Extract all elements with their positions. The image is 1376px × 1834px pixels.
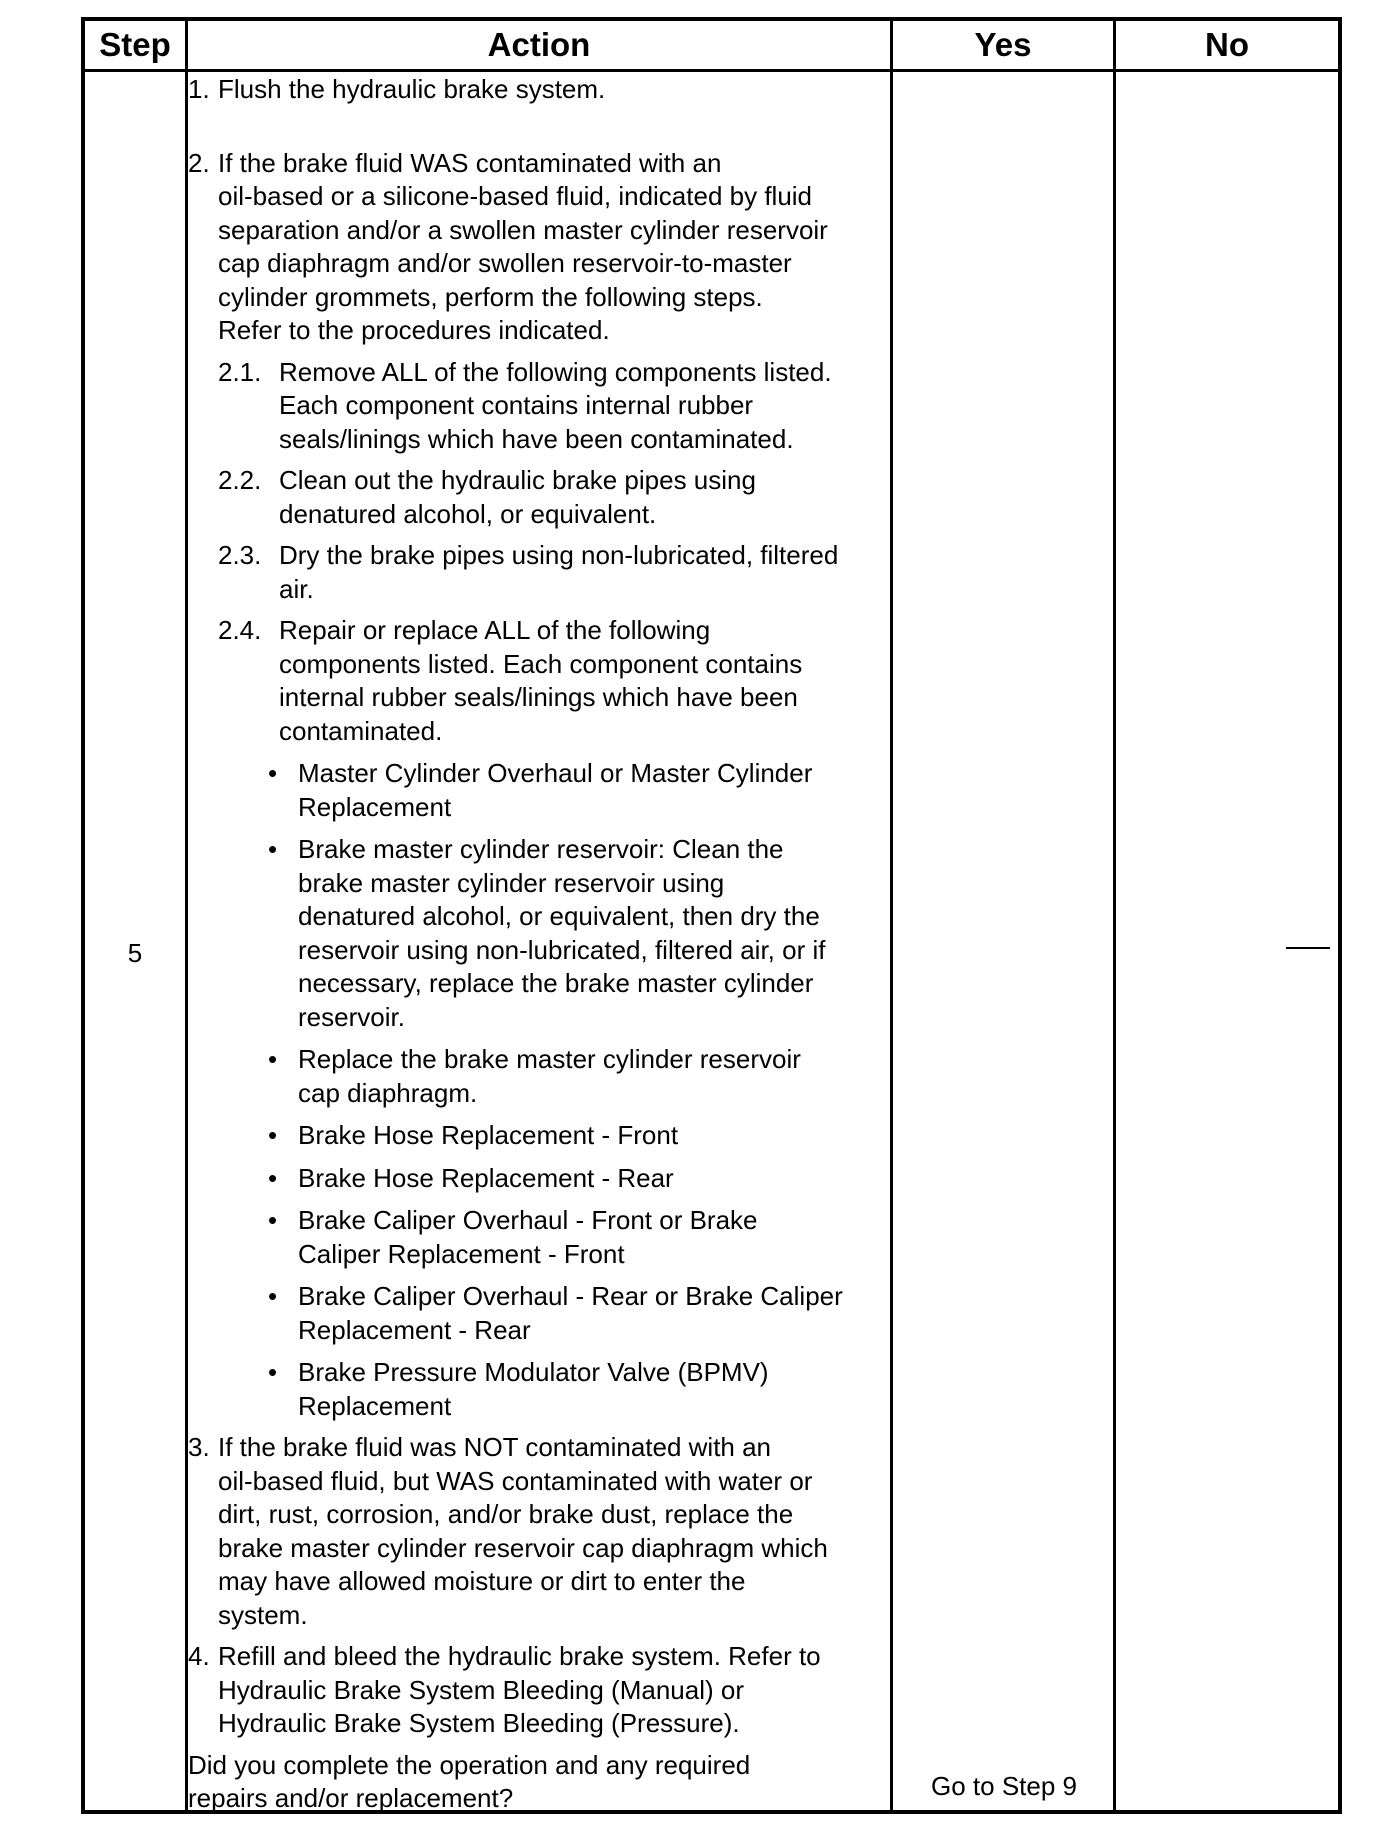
text-line: components listed. Each component contains <box>279 648 803 679</box>
action-item-3 <box>188 1431 893 1632</box>
component-bullet-item <box>188 1280 893 1347</box>
text-line: dirt, rust, corrosion, and/or brake dust, replace the <box>218 1499 794 1529</box>
question-text <box>188 1749 893 1816</box>
item-number: 2.1. <box>218 356 262 387</box>
text-line: If the brake fluid was NOT contaminated with an <box>218 1432 772 1462</box>
bullet-icon: • <box>268 1281 278 1311</box>
diagnostic-table <box>81 17 1342 1814</box>
text-line: Hydraulic Brake System Bleeding (Pressure). <box>218 1708 740 1738</box>
bullet-icon: • <box>268 1357 278 1387</box>
text-line: Brake Caliper Overhaul - Rear or Brake Caliper <box>298 1281 843 1311</box>
header-action: Action <box>487 26 591 63</box>
text-line: Replace the brake master cylinder reservoir <box>298 1044 801 1074</box>
bullet-icon: • <box>268 1120 278 1150</box>
component-bullet-item <box>188 1204 893 1271</box>
action-cell <box>188 73 893 1816</box>
action-item-2-2 <box>188 464 893 531</box>
text-line: denatured alcohol, or equivalent. <box>279 498 657 529</box>
component-bullet-item <box>188 833 893 1034</box>
action-item-2-3 <box>188 539 893 606</box>
text-line: oil-based fluid, but WAS contaminated with water or <box>218 1465 813 1496</box>
text-line: may have allowed moisture or dirt to enter the <box>218 1566 746 1596</box>
item-number: 2. <box>188 147 210 178</box>
text-line: brake master cylinder reservoir cap diaphragm which <box>218 1532 828 1563</box>
text-line: oil-based or a silicone-based fluid, indicated by fluid <box>218 181 813 211</box>
column-divider <box>1113 21 1116 1810</box>
header-step: Step <box>99 26 171 63</box>
text-line: Repair or replace ALL of the following <box>279 615 711 645</box>
text-line: air. <box>279 573 314 604</box>
text-line: Dry the brake pipes using non-lubricated, filtered <box>279 540 839 570</box>
action-item-2 <box>188 147 893 348</box>
action-item-2-4 <box>188 614 893 748</box>
text-line: Brake Hose Replacement - Front <box>298 1120 679 1150</box>
step-number: 5 <box>127 938 143 968</box>
text-line: Flush the hydraulic brake system. <box>218 74 606 104</box>
item-number: 2.3. <box>218 540 262 570</box>
text-line: Each component contains internal rubber <box>279 390 754 420</box>
text-line: Replacement <box>298 791 452 822</box>
text-line: reservoir using non-lubricated, filtered air, or if <box>298 934 826 965</box>
text-line: separation and/or a swollen master cylinder reservoir <box>218 214 828 245</box>
bullet-icon: • <box>268 1162 278 1193</box>
text-line: seals/linings which have been contaminated. <box>279 423 794 454</box>
text-line: Brake Pressure Modulator Valve (BPMV) <box>298 1357 769 1387</box>
text-line: internal rubber seals/linings which have been <box>279 682 798 712</box>
text-line: Brake Hose Replacement - Rear <box>298 1162 674 1193</box>
component-bullet-item <box>188 1162 893 1196</box>
text-line: Refer to the procedures indicated. <box>218 315 610 345</box>
text-line: Replacement <box>298 1390 452 1421</box>
text-line: Brake master cylinder reservoir: Clean the <box>298 834 784 864</box>
bullet-icon: • <box>268 1205 278 1235</box>
text-line: Refill and bleed the hydraulic brake system. Refer to <box>218 1641 821 1671</box>
text-line: cap diaphragm. <box>298 1077 478 1108</box>
text-line: cap diaphragm and/or swollen reservoir-to-master <box>218 248 792 278</box>
item-number: 2.4. <box>218 615 262 645</box>
text-line: reservoir. <box>298 1001 405 1032</box>
action-item-4 <box>188 1640 893 1741</box>
component-bullet-item <box>188 1043 893 1110</box>
bullet-icon: • <box>268 758 278 788</box>
text-line: repairs and/or replacement? <box>188 1783 514 1813</box>
text-line: denatured alcohol, or equivalent, then dry the <box>298 901 820 931</box>
text-line: Hydraulic Brake System Bleeding (Manual) or <box>218 1674 744 1705</box>
item-number: 2.2. <box>218 465 262 495</box>
bullet-icon: • <box>268 1044 278 1074</box>
item-number: 1. <box>188 74 210 104</box>
text-line: Master Cylinder Overhaul or Master Cylinder <box>298 758 813 788</box>
text-line: Brake Caliper Overhaul - Front or Brake <box>298 1205 758 1235</box>
header-yes: Yes <box>974 26 1032 63</box>
bullet-icon: • <box>268 834 278 864</box>
text-line: system. <box>218 1599 308 1630</box>
component-bullet-item <box>188 1356 893 1423</box>
text-line: Replacement - Rear <box>298 1314 531 1345</box>
text-line: necessary, replace the brake master cylinder <box>298 968 814 998</box>
item-number: 4. <box>188 1641 210 1671</box>
text-line: Clean out the hydraulic brake pipes using <box>279 465 756 495</box>
text-line: Caliper Replacement - Front <box>298 1238 625 1269</box>
header-no: No <box>1205 26 1249 63</box>
component-bullet-list <box>188 757 893 1423</box>
action-item-1 <box>188 73 893 107</box>
text-line: cylinder grommets, perform the following steps. <box>218 281 763 312</box>
text-line: contaminated. <box>279 715 443 746</box>
text-line: If the brake fluid WAS contaminated with an <box>218 147 722 178</box>
component-bullet-item <box>188 757 893 824</box>
header-divider <box>85 69 1338 72</box>
component-bullet-item <box>188 1119 893 1153</box>
text-line: Remove ALL of the following components listed. <box>279 356 832 387</box>
text-line: brake master cylinder reservoir using <box>298 867 725 898</box>
item-number: 3. <box>188 1432 210 1462</box>
action-item-2-1 <box>188 356 893 457</box>
text-line: Did you complete the operation and any required <box>188 1749 751 1780</box>
yes-result-link: Go to Step 9 <box>931 1771 1077 1801</box>
